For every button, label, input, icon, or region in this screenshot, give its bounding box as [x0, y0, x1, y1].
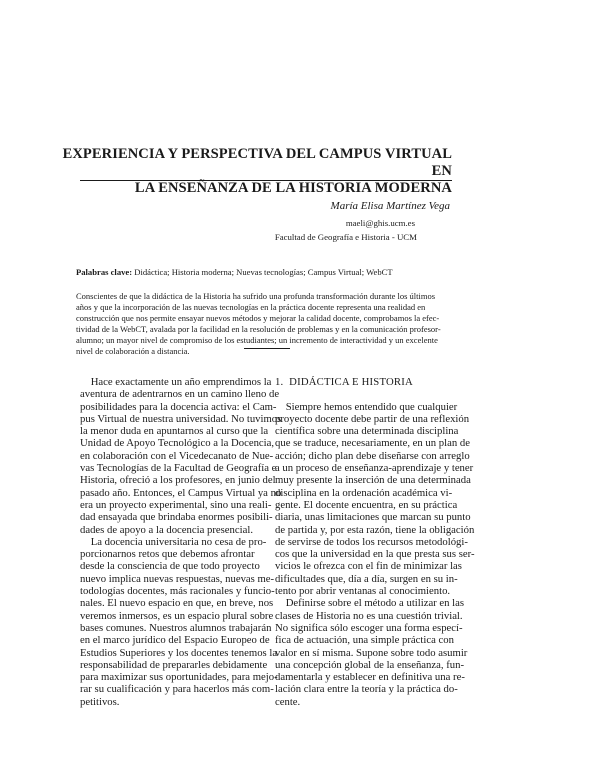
body-line: damentarla y establecer en definitiva una re-	[275, 671, 465, 684]
body-line: La docencia universitaria no cesa de pro-	[80, 535, 267, 548]
body-line: desde la consciencia de que todo proyecto	[80, 560, 260, 573]
section-heading: 1. DIDÁCTICA E HISTORIA	[275, 376, 413, 388]
body-line: era un proyecto experimental, sino una reali-	[80, 498, 272, 511]
body-line: nuevo implica nuevas respuestas, nuevas me-	[80, 572, 275, 585]
body-line: Estudios Superiores y los docentes tenemos la	[80, 646, 278, 659]
body-line: rar su cualificación y para hacerlos más com-	[80, 683, 274, 696]
heading-spacer	[275, 388, 465, 400]
abstract-line: años y que la incorporación de las nuevas tecnologías en la práctica docente representa una realidad en	[76, 302, 426, 313]
paper-title	[60, 146, 452, 197]
abstract-line: construcción que nos permite ensayar nuevos métodos y mejorar la calidad docente, comprobamos la efec-	[76, 313, 440, 324]
body-line: dades de apoyo a la docencia presencial.	[80, 523, 253, 536]
body-line: cente.	[275, 695, 301, 708]
keywords-text: Didáctica; Historia moderna; Nuevas tecnologías; Campus Virtual; WebCT	[132, 267, 393, 277]
body-line: lación clara entre la teoría y la práctica do-	[275, 683, 458, 696]
body-line: vas Tecnologías de la Facultad de Geografía e	[80, 462, 277, 475]
body-line: Siempre hemos entendido que cualquier	[275, 400, 458, 413]
keywords	[76, 267, 536, 277]
keywords-label: Palabras clave:	[76, 267, 133, 277]
body-line: cos que la universidad en la que presta sus ser-	[275, 548, 475, 561]
body-line: Hace exactamente un año emprendimos la	[80, 376, 272, 388]
body-line: diaria, unas limitaciones que marcan su punto	[275, 511, 471, 524]
abstract-line: tividad de la WebCT, avalada por la facilidad en la resolución de problemas y en la comunicación profesor-	[76, 324, 441, 335]
body-line: valor en sí misma. Supone sobre todo asumir	[275, 646, 468, 659]
body-line: Historia, ofreció a los profesores, en junio del	[80, 474, 276, 487]
author-email: maeli@ghis.ucm.es	[345, 218, 415, 228]
body-line: Definirse sobre el método a utilizar en las	[275, 597, 465, 610]
body-line: en el marco jurídico del Espacio Europeo de	[80, 634, 270, 647]
author-affiliation: Facultad de Geografía e Historia - UCM	[274, 232, 417, 242]
body-line: dad ensayada que brindaba enormes posibili-	[80, 511, 273, 524]
body-line: en colaboración con el Vicedecanato de Nue-	[80, 449, 274, 462]
abstract	[76, 291, 536, 358]
body-line: a un proceso de enseñanza-aprendizaje y tener	[275, 462, 474, 475]
body-line: proyecto docente debe partir de una reflexión	[275, 412, 470, 425]
body-line: veremos inmersos, es un espacio plural sobre	[80, 609, 274, 622]
body-line: que se traduce, necesariamente, en un plan de	[275, 437, 470, 450]
body-line: aventura de adentrarnos en un camino lleno de	[80, 388, 280, 401]
right-column	[275, 376, 475, 708]
body-line: todologías docentes, más racionales y funcio-	[80, 585, 275, 598]
body-line: No significa sólo escoger una forma especí-	[275, 621, 463, 634]
body-line: tento por abrir ventanas al conocimiento.	[275, 585, 451, 598]
body-line: vicios le ofrezca con el fin de minimizar las	[275, 560, 462, 573]
author-name: María Elisa Martínez Vega	[330, 200, 450, 212]
body-line: una concepción global de la enseñanza, fun-	[275, 658, 465, 671]
body-line: de servirse de todos los recursos metodológi-	[275, 535, 468, 548]
body-line: gente. El docente encuentra, en su práctica	[275, 498, 458, 511]
body-line: posibilidades para la docencia activa: el Cam-	[80, 400, 277, 413]
body-line: pasado año. Entonces, el Campus Virtual ya no	[80, 486, 282, 499]
body-line: responsabilidad de prepararles debidamente	[80, 658, 268, 671]
body-line: clases de Historia no es una cuestión trivial.	[275, 609, 463, 622]
body-line: dificultades que, día a día, surgen en su in-	[275, 572, 458, 585]
body-line: pus Virtual de nuestra universidad. No tuvimos	[80, 412, 282, 425]
body-line: nales. El nuevo espacio en que, en breve, nos	[80, 597, 274, 610]
body-line: disciplina en la ordenación académica vi-	[275, 486, 453, 499]
body-line: de partida y, por esta razón, tiene la obligación	[275, 523, 475, 536]
abstract-line: Conscientes de que la didáctica de la Historia ha sufrido una profunda transformación durante los últimos	[76, 291, 436, 301]
body-line: bases comunes. Nuestros alumnos trabajarán	[80, 621, 272, 634]
body-line: la menor duda en apuntarnos al curso que la	[80, 425, 269, 438]
abstract-line: alumno; un mayor nivel de compromiso de los estudiantes; un incremento de interactividad y un excelente	[76, 335, 438, 346]
title-line: EXPERIENCIA Y PERSPECTIVA DEL CAMPUS VIRTUAL EN	[62, 146, 452, 179]
body-line: científica sobre una determinada disciplina	[275, 425, 459, 438]
body-line: Unidad de Apoyo Tecnológico a la Docencia,	[80, 437, 275, 450]
title-line: LA ENSEÑANZA DE LA HISTORIA MODERNA	[134, 180, 452, 196]
body-line: muy presente la inserción de una determinada	[275, 474, 471, 487]
abstract-line: nivel de colaboración a distancia.	[76, 346, 190, 357]
body-line: fica de actuación, una simple práctica con	[275, 634, 454, 647]
body-line: petitivos.	[80, 695, 120, 708]
section-divider	[244, 348, 290, 349]
body-line: para maximizar sus oportunidades, para mejo-	[80, 671, 278, 684]
body-line: acción; dicho plan debe diseñarse con arreglo	[275, 449, 470, 462]
left-column	[80, 376, 282, 708]
title-rule	[80, 180, 452, 181]
body-line: porcionarnos retos que debemos afrontar	[80, 548, 255, 561]
